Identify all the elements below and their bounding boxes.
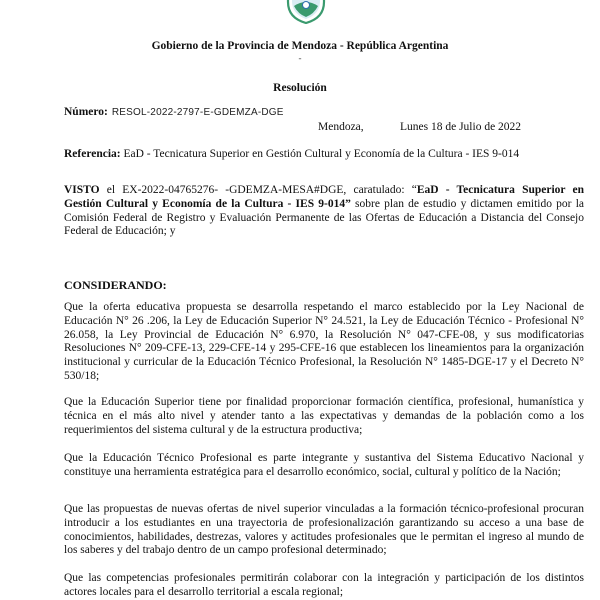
reference-label: Referencia: bbox=[64, 148, 121, 160]
document-place: Mendoza, bbox=[318, 121, 364, 133]
number-value: RESOL-2022-2797-E-GDEMZA-DGE bbox=[111, 107, 284, 118]
document-type-title: Resolución bbox=[273, 82, 327, 94]
visto-bold-title: EaD - Tecnicatura Superior en Gestión Cultural y Economía de la Cultura - IES 9-014” bbox=[64, 184, 584, 210]
province-coat-of-arms-icon bbox=[284, 0, 328, 24]
considerando-paragraph: Que la Educación Técnico Profesional es parte integrante y sustantiva del Sistema Educativo Nacional y constituye una herramienta estratégica para el desarrollo económico, social, cultural y político de la Nación; bbox=[64, 452, 584, 478]
visto-text-b: sobre plan de estudio y dictamen emitido por la Comisión Federal de Registro y Evaluación Permanente de las Ofertas de Educación a Distancia del Consejo Federal de Educación; y bbox=[64, 197, 584, 238]
visto-label: VISTO bbox=[64, 184, 100, 196]
reference-value: EaD - Tecnicatura Superior en Gestión Cultural y Economía de la Cultura - IES 9-014 bbox=[123, 148, 520, 160]
visto-paragraph bbox=[64, 184, 584, 239]
considerando-paragraph: Que la Educación Superior tiene por finalidad proporcionar formación científica, profesional, humanística y técnica en el más alto nivel y atender tanto a las expectativas y demandas de la población como a los requerimientos del sistema cultural y de la estructura productiva; bbox=[64, 396, 584, 436]
government-header: Gobierno de la Provincia de Mendoza - República Argentina bbox=[151, 40, 449, 52]
header-separator: - bbox=[298, 53, 302, 63]
reference-line bbox=[64, 148, 584, 160]
number-label: Número: bbox=[64, 106, 108, 118]
considerando-heading: CONSIDERANDO: bbox=[64, 278, 167, 292]
resolution-number bbox=[64, 106, 284, 118]
considerando-paragraph: Que las competencias profesionales permitirán colaborar con la integración y participación de los distintos actores locales para el desarrollo territorial a escala regional; bbox=[64, 572, 584, 598]
visto-text-a: el EX-2022-04765276- -GDEMZA-MESA#DGE, caratulado: “ bbox=[99, 184, 417, 196]
document-date: Lunes 18 de Julio de 2022 bbox=[400, 121, 522, 133]
considerando-paragraph: Que la oferta educativa propuesta se desarrolla respetando el marco establecido por la Ley Nacional de Educación N° 26 .206, la Ley de Educación Superior N° 24.521, la Ley de Educación Técnico - Profesional N° 26.058, la Ley Provincial de Educación N° 6.970, la Resolución N° 047-CFE-08, y sus modificatorias Resoluciones N° 209-CFE-13, 229-CFE-14 y 295-CFE-16 que establecen los lineamientos para la organización institucional y curricular de la Educación Técnico Profesional, la Resolución N° 1485-DGE-17 y el Decreto N° 530/18; bbox=[64, 301, 584, 382]
considerando-paragraph: Que las propuestas de nuevas ofertas de nivel superior vinculadas a la formación técnico-profesional procuran introducir a los estudiantes en una trayectoria de profesionalización garantizando su acceso a una base de conocimientos, habilidades, destrezas, valores y actitudes profesionales que le permitan el ingreso al mundo de los saberes y del trabajo dentro de un campo profesional determinado; bbox=[64, 503, 584, 557]
